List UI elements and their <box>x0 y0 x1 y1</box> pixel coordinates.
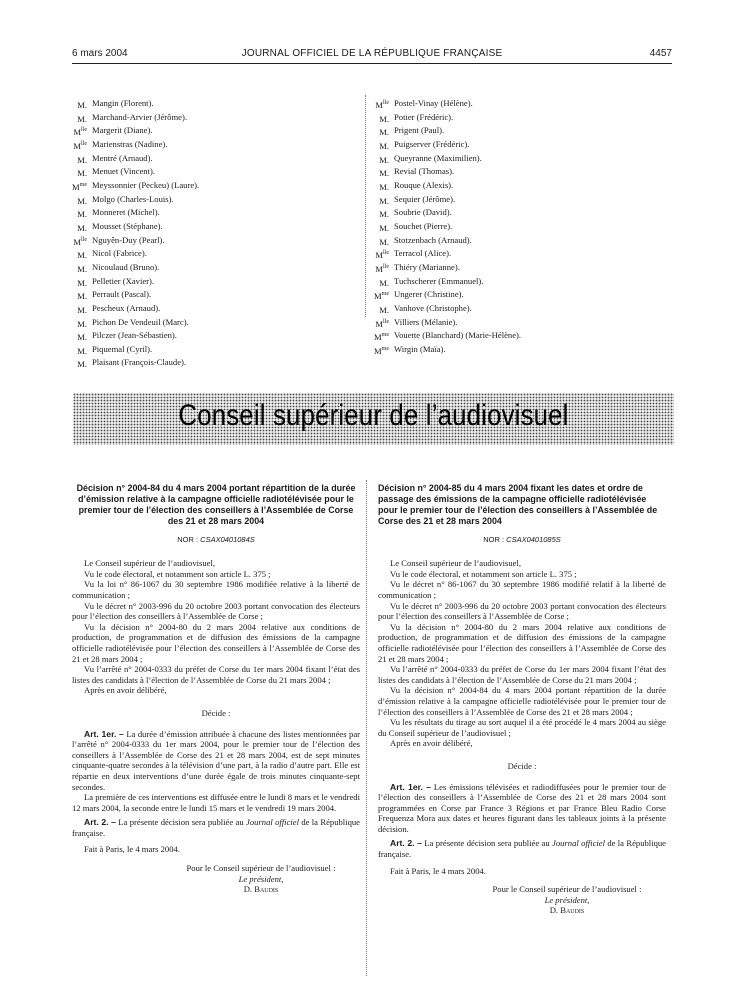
signature-for: Pour le Conseil supérieur de l’audiovisuel : <box>492 884 642 895</box>
person-name: Stotzenbach (Arnaud). <box>394 234 472 245</box>
visa-paragraph: Après en avoir délibéré, <box>390 738 473 749</box>
article-1-label: Art. 1er. – <box>84 728 124 739</box>
name-entry <box>374 344 654 358</box>
visa-paragraph: Après en avoir délibéré, <box>84 685 167 696</box>
article-2-text-b: de la République française. <box>72 817 360 838</box>
visa-paragraph: Vu le décret n° 2003-996 du 20 octobre 2003 portant convocation des électeurs pour l’élection des conseillers à l’Assemblée de Corse ; <box>72 600 360 622</box>
civility: $M^{lle}$ <box>375 263 389 274</box>
person-name: Pescheux (Arnaud). <box>92 302 161 313</box>
person-name: Prigent (Paul). <box>394 125 445 136</box>
visa-paragraph: Vu la loi n° 86-1067 du 30 septembre 1986 modifiée relative à la liberté de communication ; <box>72 579 360 600</box>
decision-2004-85 <box>378 483 666 916</box>
person-name: Queyranne (Maximilien). <box>394 152 482 163</box>
person-name: Vouette (Blanchard) (Marie-Hélène). <box>394 330 522 341</box>
civility: M. <box>77 263 87 274</box>
person-name: Puigserver (Frédéric). <box>394 138 470 149</box>
section-banner <box>73 393 674 445</box>
person-name: Thiéry (Marianne). <box>394 261 460 272</box>
name-entry <box>374 153 654 167</box>
civility: M. <box>77 277 87 288</box>
column-divider-top <box>365 95 366 317</box>
civility: M. <box>379 127 389 138</box>
name-entry <box>72 357 352 371</box>
person-name: Nicoulaud (Bruno). <box>92 261 160 272</box>
civility: M. <box>379 140 389 151</box>
visas <box>72 558 360 696</box>
civility: M. <box>77 304 87 315</box>
name-entry <box>72 221 352 235</box>
visa-paragraph: Vu la décision n° 2004-80 du 2 mars 2004 relative aux conditions de production, de programmation et de diffusion des émissions de la campagne officielle radiotélévisée pour l’élection des conseillers à l’Assemblée de Corse des 21 et 28 mars 2004 ; <box>72 621 360 664</box>
civility: M. <box>379 195 389 206</box>
visa-paragraph: Vu le décret n° 86-1067 du 30 septembre 1986 modifié relatif à la liberté de communication ; <box>378 579 666 600</box>
person-name: Revial (Thomas). <box>394 166 455 177</box>
name-entry <box>374 166 654 180</box>
person-name: Menuet (Vincent). <box>92 166 155 177</box>
person-name: Molgo (Charles-Louis). <box>92 193 174 204</box>
person-name: Mousset (Stéphane). <box>92 220 163 231</box>
civility: M. <box>379 209 389 220</box>
article-2-journal: Journal officiel <box>246 817 299 828</box>
visas <box>378 558 666 749</box>
person-name: Villiers (Mélanie). <box>394 316 458 327</box>
article-2 <box>72 817 360 838</box>
names-list-left <box>72 98 352 371</box>
name-entry <box>374 125 654 139</box>
civility: M. <box>77 222 87 233</box>
civility: $M^{lle}$ <box>73 140 87 151</box>
name-entry <box>72 139 352 153</box>
signature-for: Pour le Conseil supérieur de l’audiovisuel : <box>186 863 336 874</box>
article-2-text-a: La présente décision sera publiée au <box>118 817 244 828</box>
civility: $M^{lle}$ <box>375 318 389 329</box>
name-entry <box>374 262 654 276</box>
names-list-right <box>374 98 654 357</box>
person-name: Sequier (Jérôme). <box>394 193 456 204</box>
person-name: Marienstras (Nadine). <box>92 138 168 149</box>
fait-a-paris: Fait à Paris, le 4 mars 2004. <box>390 865 486 876</box>
civility: M. <box>379 277 389 288</box>
nor-reference <box>378 535 666 546</box>
visa-paragraph: Vu les résultats du tirage au sort auquel il a été procédé le 4 mars 2004 au siège du Conseil supérieur de l’audiovisuel ; <box>378 717 666 738</box>
visa-paragraph: Le Conseil supérieur de l’audiovisuel, <box>390 558 522 569</box>
signature-block <box>378 884 666 916</box>
name-entry <box>72 153 352 167</box>
person-name: Pelletier (Xavier). <box>92 275 155 286</box>
civility: M. <box>77 332 87 343</box>
person-name: Wirgin (Maïa). <box>394 343 446 354</box>
person-name: Mangin (Florent). <box>92 98 154 108</box>
name-entry <box>72 344 352 358</box>
civility: M. <box>77 209 87 220</box>
civility: M. <box>77 359 87 370</box>
person-name: Nguyên-Duy (Pearl). <box>92 234 165 245</box>
person-name: Piquemal (Cyril). <box>92 343 153 354</box>
civility: $M^{lle}$ <box>375 250 389 261</box>
name-entry <box>72 248 352 262</box>
person-name: Rouque (Alexis). <box>394 179 454 190</box>
signature-role: Le président, <box>544 894 590 905</box>
name-entry <box>374 207 654 221</box>
article-1-paragraph-2: La première de ces interventions est diffusée entre le lundi 8 mars et le vendredi 12 mars 2004, la seconde entre le lundi 15 mars et le vendredi 19 mars 2004. <box>72 792 360 813</box>
name-entry <box>374 139 654 153</box>
civility: M. <box>379 222 389 233</box>
name-entry <box>72 262 352 276</box>
name-entry <box>72 125 352 139</box>
article-2-text-b: de la République française. <box>378 838 666 860</box>
nor-reference <box>72 535 360 546</box>
name-entry <box>72 303 352 317</box>
article-1-label: Art. 1er. – <box>390 781 431 792</box>
article-2-journal: Journal officiel <box>552 838 605 849</box>
civility: M. <box>77 100 87 110</box>
name-entry <box>374 221 654 235</box>
name-entry <box>374 330 654 344</box>
person-name: Meyssonnier (Peckeu) (Laure). <box>92 179 200 190</box>
person-name: Ungerer (Christine). <box>394 289 464 300</box>
name-entry <box>374 194 654 208</box>
civility: M. <box>77 291 87 302</box>
civility: M. <box>77 345 87 356</box>
visa-paragraph: Vu le code électoral, et notamment son article L. 375 ; <box>390 568 577 579</box>
person-name: Pilczer (Jean-Sébastien). <box>92 330 177 341</box>
column-divider-bottom <box>366 480 367 976</box>
name-entry <box>374 289 654 303</box>
visa-paragraph: Vu la décision n° 2004-84 du 4 mars 2004 portant répartition de la durée d’émission relative à la campagne officielle radiotélévisée pour le premier tour de l’élection des conseillers à l’Assemblée de Corse des 21 et 28 mars 2004 ; <box>378 685 666 717</box>
article-1 <box>72 729 360 793</box>
person-name: Postel-Vinay (Hélène). <box>394 98 473 108</box>
person-name: Terracol (Alice). <box>394 248 452 259</box>
name-entry <box>374 248 654 262</box>
civility: $M^{me}$ <box>374 345 389 356</box>
civility: M. <box>77 168 87 179</box>
name-entry <box>374 303 654 317</box>
civility: $M^{lle}$ <box>73 236 87 247</box>
name-entry <box>72 98 352 112</box>
person-name: Perrault (Pascal). <box>92 289 152 300</box>
name-entry <box>72 330 352 344</box>
header-rule <box>72 63 672 64</box>
person-name: Mentré (Arnaud). <box>92 152 153 163</box>
article-1-text: La durée d’émission attribuée à chacune des listes mentionnées par l’arrêté n° 2004-0333 du 1er mars 2004, pour le premier tour de l’élection des conseillers à l’Assemblée de Corse des 21 et 28 mars 2004, est de sept minutes cinquante-quatre secondes à la télévision d’une part, à la radio d’autre part. Elle est répartie en deux interventions d’une durée égale de trois minutes cinquante-sept secondes. <box>72 728 360 792</box>
journal-title: JOURNAL OFFICIEL DE LA RÉPUBLIQUE FRANÇAISE <box>241 48 503 59</box>
civility: M. <box>379 236 389 247</box>
nor-label: NOR : <box>177 534 199 544</box>
civility: $M^{me}$ <box>374 291 389 302</box>
decision-title: Décision n° 2004-85 du 4 mars 2004 fixant les dates et ordre de passage des émissions de la campagne officielle radiotélévisée pour le premier tour de l’élection des conseillers à l’Assemblée de Corse des 21 et 28 mars 2004 <box>378 483 658 526</box>
visa-paragraph: Vu le décret n° 2003-996 du 20 octobre 2003 portant convocation des électeurs pour l’élection des conseillers à l’Assemblée de Corse ; <box>378 600 666 622</box>
nor-code: CSAX0401084S <box>200 534 255 544</box>
article-1 <box>378 782 666 835</box>
visa-paragraph: Vu l’arrêté n° 2004-0333 du préfet de Corse du 1er mars 2004 fixant l’état des listes des candidats à l’élection de l’Assemblée de Corse du 21 mars 2004 ; <box>378 664 666 685</box>
civility: M. <box>77 154 87 165</box>
name-entry <box>72 207 352 221</box>
decide-heading: Décide : <box>201 707 231 718</box>
name-entry <box>72 289 352 303</box>
person-name: Marchand-Arvier (Jérôme). <box>92 111 187 122</box>
name-entry <box>374 112 654 126</box>
name-entry <box>72 112 352 126</box>
person-name: Pichon De Vendeuil (Marc). <box>92 316 189 327</box>
civility: M. <box>77 318 87 329</box>
article-2-label: Art. 2. – <box>84 817 116 828</box>
article-2-label: Art. 2. – <box>390 838 422 849</box>
decision-title: Décision n° 2004-84 du 4 mars 2004 portant répartition de la durée d’émission relative à la campagne officielle radiotélévisée pour le premier tour de l’élection des conseillers à l’Assemblée de Corse des 21 et 28 mars 2004 <box>76 483 356 526</box>
name-entry <box>72 317 352 331</box>
signature-role: Le président, <box>238 873 284 884</box>
signature-name: D. Baudis <box>549 905 585 916</box>
civility: M. <box>379 154 389 165</box>
civility: M. <box>77 195 87 206</box>
civility: $M^{me}$ <box>374 332 389 343</box>
civility: $M^{lle}$ <box>73 127 87 138</box>
civility: M. <box>379 304 389 315</box>
decision-2004-84 <box>72 483 360 895</box>
decide-heading: Décide : <box>507 760 537 771</box>
civility: $M^{me}$ <box>72 181 87 192</box>
person-name: Vanhove (Christophe). <box>394 302 472 313</box>
running-head <box>72 48 672 62</box>
section-title: Conseil supérieur de l’audiovisuel <box>178 399 569 432</box>
visa-paragraph: Le Conseil supérieur de l’audiovisuel, <box>84 558 216 569</box>
name-entry <box>374 180 654 194</box>
visa-paragraph: Vu l’arrêté n° 2004-0333 du préfet de Corse du 1er mars 2004 fixant l’état des listes des candidats à l’élection de l’Assemblée de Corse du 21 mars 2004 ; <box>72 664 360 685</box>
person-name: Potier (Frédéric). <box>394 111 454 122</box>
civility: M. <box>379 181 389 192</box>
name-entry <box>374 317 654 331</box>
name-entry <box>374 235 654 249</box>
name-entry <box>374 98 654 112</box>
name-entry <box>374 276 654 290</box>
civility: M. <box>379 168 389 179</box>
page-number: 4457 <box>649 48 672 59</box>
fait-a-paris: Fait à Paris, le 4 mars 2004. <box>84 844 180 855</box>
name-entry <box>72 180 352 194</box>
person-name: Plaisant (François-Claude). <box>92 357 187 368</box>
person-name: Souchet (Pierre). <box>394 220 453 231</box>
article-1-text: Les émissions télévisées et radiodiffusées pour le premier tour de l’élection des conseillers à l’Assemblée de Corse des 21 et 28 mars 2004 sont programmées en Corse par France 3 Régions et par France Bleu Radio Corse Frequenza Mora aux dates et heures figurant dans les tableaux joints à la présente décision. <box>378 781 667 834</box>
name-entry <box>72 235 352 249</box>
civility: M. <box>379 113 389 124</box>
person-name: Monneret (Michel). <box>92 207 160 218</box>
person-name: Nicol (Fabrice). <box>92 248 147 259</box>
article-2-text-a: La présente décision sera publiée au <box>424 838 550 849</box>
page-date: 6 mars 2004 <box>72 48 128 59</box>
signature-name: D. Baudis <box>243 884 279 895</box>
visa-paragraph: Vu la décision n° 2004-80 du 2 mars 2004 relative aux conditions de production, de programmation et de diffusion des émissions de la campagne officielle radiotélévisée pour l’élection des conseillers à l’Assemblée de Corse des 21 et 28 mars 2004 ; <box>378 621 666 664</box>
visa-paragraph: Vu le code électoral, et notamment son article L. 375 ; <box>84 568 271 579</box>
name-entry <box>72 166 352 180</box>
person-name: Soubrie (David). <box>394 207 452 218</box>
person-name: Margerit (Diane). <box>92 125 153 136</box>
person-name: Tuchscherer (Emmanuel). <box>394 275 484 286</box>
name-entry <box>72 194 352 208</box>
nor-code: CSAX0401085S <box>506 534 561 544</box>
signature-block <box>72 863 360 895</box>
civility: M. <box>77 113 87 124</box>
name-entry <box>72 276 352 290</box>
civility: M. <box>77 250 87 261</box>
civility: $M^{lle}$ <box>375 100 389 110</box>
nor-label: NOR : <box>483 534 505 544</box>
article-2 <box>378 838 666 859</box>
